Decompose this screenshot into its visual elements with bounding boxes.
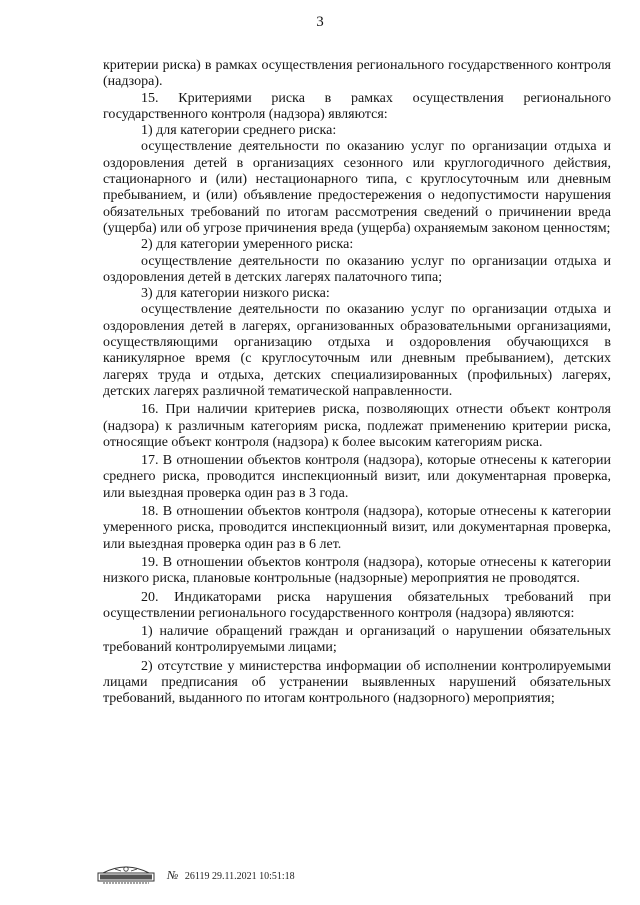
paragraph-16: 16. При наличии критериев риска, позволяющих отнести объект контроля (надзора) к различным категориям риска, подлежат применению критерии риска, относящие объект контроля (надзора) к более высоким категориям риска. bbox=[103, 402, 611, 450]
paragraph-15-item-1-text: осуществление деятельности по оказанию услуг по организации отдыха и оздоровления детей в организациях сезонного или круглогодичного действия, стационарного и (или) нестационарного типа, с круглосуточным или дневным пребыванием, и (или) объявление предостережения о недопустимости нарушения обязательных требований по итогам рассмотрения сведений о причинении вреда (ущерба) или об угрозе причинения вреда (ущерба) охраняемым законом ценностям; bbox=[103, 139, 611, 236]
paragraph-20-item-2: 2) отсутствие у министерства информации об исполнении контролируемыми лицами предписания об устранении выявленных нарушений обязательных требований, выданного по итогам контрольного (надзорного) мероприятия; bbox=[103, 658, 611, 707]
paragraph-18: 18. В отношении объектов контроля (надзора), которые отнесены к категории умеренного риска, проводится инспекционный визит, или документарная проверка, или выездная проверка один раз в 6 лет. bbox=[103, 504, 611, 552]
paragraph-15-item-2-text: осуществление деятельности по оказанию услуг по организации отдыха и оздоровления детей в детских лагерях палаточного типа; bbox=[103, 253, 611, 285]
paragraph-15: 15. Критериями риска в рамках осуществления регионального государственного контроля (надзора) являются: bbox=[103, 90, 611, 122]
emblem-stamp-icon bbox=[95, 863, 157, 887]
registration-datetime: 29.11.2021 10:51:18 bbox=[211, 870, 295, 882]
paragraph-15-item-3: 3) для категории низкого риска: bbox=[141, 286, 330, 302]
registration-stamp bbox=[167, 868, 295, 883]
paragraph-20-item-1: 1) наличие обращений граждан и организаций о нарушении обязательных требований контролируемыми лицами; bbox=[103, 624, 611, 656]
paragraph-20: 20. Индикаторами риска нарушения обязательных требований при осуществлении регионального государственного контроля (надзора) являются: bbox=[103, 589, 611, 621]
page-number: 3 bbox=[316, 14, 324, 30]
paragraph-17: 17. В отношении объектов контроля (надзора), которые отнесены к категории среднего риска, проводится инспекционный визит, или документарная проверка, или выездная проверка один раз в 3 года. bbox=[103, 453, 611, 501]
paragraph-15-item-2: 2) для категории умеренного риска: bbox=[141, 237, 354, 253]
paragraph-19: 19. В отношении объектов контроля (надзора), которые отнесены к категории низкого риска, плановые контрольные (надзорные) мероприятия не проводятся. bbox=[103, 554, 611, 587]
paragraph-15-item-3-text: осуществление деятельности по оказанию услуг по организации отдыха и оздоровления детей в лагерях, организованных образовательными организациями, осуществляющими организацию отдыха и оздоровления обучающихся в каникулярное время (с круглосуточным или дневным пребыванием), детских лагерях труда и отдыха, детских специализированных (профильных) лагерях, детских лагерях различной тематической направленности. bbox=[103, 302, 611, 399]
paragraph-0: критерии риска) в рамках осуществления регионального государственного контроля (надзора). bbox=[103, 58, 611, 90]
registration-number: 26119 bbox=[184, 870, 210, 882]
paragraph-15-item-1: 1) для категории среднего риска: bbox=[141, 123, 337, 139]
document-body bbox=[103, 58, 611, 708]
registration-footer bbox=[95, 862, 295, 888]
registration-sign: № bbox=[167, 867, 179, 882]
